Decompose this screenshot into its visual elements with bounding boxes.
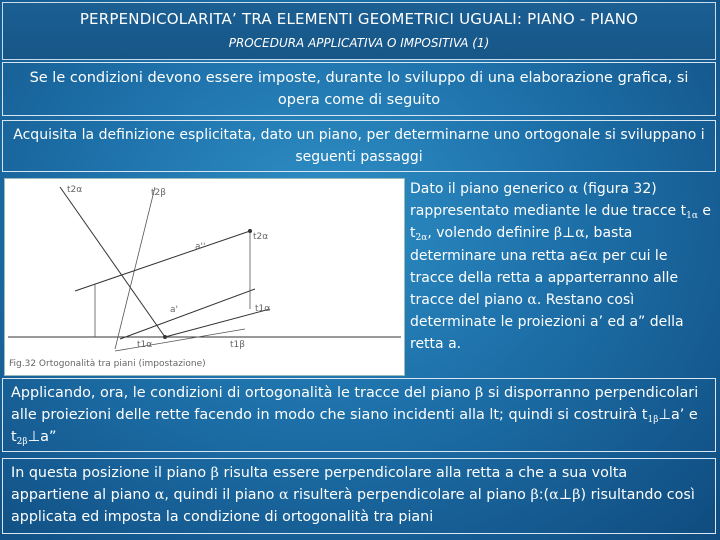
label-t1b: t1β [230, 340, 245, 350]
label-t2b: t2β [151, 188, 166, 198]
figure-32 [4, 178, 405, 376]
side-text-part: . Restano così determinate le proiezioni a’ ed a” della retta a. [410, 292, 684, 353]
conclusion-text-part: risulterà perpendicolare al piano [288, 487, 531, 503]
subscript: 2α [415, 233, 428, 244]
alpha-symbol: α [278, 487, 289, 503]
beta-symbol: β [210, 465, 219, 481]
conclusion-text-part: ) risultando così applicata ed imposta la condizione di ortogonalità tra piani [11, 487, 695, 525]
label-t1a-mid: t1α [255, 304, 271, 314]
point-marker [248, 229, 252, 233]
label-a1: a' [170, 305, 178, 315]
application-text-part: ⊥a’ e t [11, 407, 698, 445]
figure-caption: Fig.32 Ortogonalità tra piani (impostazione) [9, 359, 206, 369]
element-of-symbol: ∈α [578, 247, 598, 264]
beta-symbol: β [475, 385, 484, 401]
page-subtitle: PROCEDURA APPLICATIVA O IMPOSITIVA (1) [228, 36, 490, 50]
alpha-symbol: α [527, 292, 537, 309]
intro-box [2, 62, 716, 116]
definition-box [2, 120, 716, 172]
label-a2: a'' [195, 242, 206, 252]
page-title: PERPENDICOLARITA’ TRA ELEMENTI GEOMETRICI UGUALI: PIANO - PIANO [79, 10, 639, 28]
application-text-part: ⊥a” [27, 429, 57, 445]
side-text-part: per cui le tracce della retta a apparterranno alle tracce del piano [410, 247, 679, 309]
line-a2 [75, 231, 250, 291]
conclusion-text-part: risulta essere perpendicolare alla retta a che a sua volta appartiene al piano [11, 465, 628, 503]
label-t2a-right: t2α [253, 232, 269, 242]
application-text-part: Applicando, ora, le condizioni di ortogonalità le tracce del piano [11, 385, 476, 401]
definition-text: Acquisita la definizione esplicitata, dato un piano, per determinarne uno ortogonale si sviluppano i seguenti passaggi [13, 127, 705, 165]
subscript: 1β [647, 415, 659, 425]
conclusion-text-part: In questa posizione il piano [11, 465, 211, 481]
side-text-part: e t [410, 203, 711, 242]
point-marker [163, 335, 167, 339]
side-explanation [410, 178, 714, 356]
conclusion-box [2, 458, 716, 534]
conclusion-text-part: , quindi il piano [164, 487, 279, 503]
subscript: 2β [16, 437, 28, 447]
intro-text: Se le condizioni devono essere imposte, durante lo sviluppo di una elaborazione grafica, si opera come di seguito [29, 70, 689, 108]
title-box [2, 2, 716, 60]
side-text-part: (figura 32) rappresentato mediante le due tracce t [410, 181, 687, 220]
alpha-symbol: α [154, 487, 165, 503]
label-t2a: t2α [67, 185, 83, 195]
subscript: 1α [686, 211, 698, 222]
label-t1a: t1α [137, 340, 153, 350]
beta-symbol: β [530, 487, 539, 503]
side-text-part: , volendo definire [427, 225, 554, 242]
application-text-part: si disporranno perpendicolari alle proiezioni delle rette facendo in modo che siano incidenti alla lt; quindi si costruirà t [11, 385, 699, 423]
side-text-part: , basta determinare una retta a [410, 225, 633, 264]
perp-symbol: α⊥β [549, 487, 581, 503]
geometry-diagram [5, 179, 404, 375]
perp-symbol: β⊥α [553, 225, 585, 242]
trace-t2b [115, 187, 155, 349]
application-box [2, 378, 716, 452]
side-text-part: Dato il piano generico [410, 181, 569, 197]
conclusion-text-part: :( [538, 487, 550, 503]
alpha-symbol: α [568, 181, 579, 197]
trace-t1b [115, 329, 245, 351]
